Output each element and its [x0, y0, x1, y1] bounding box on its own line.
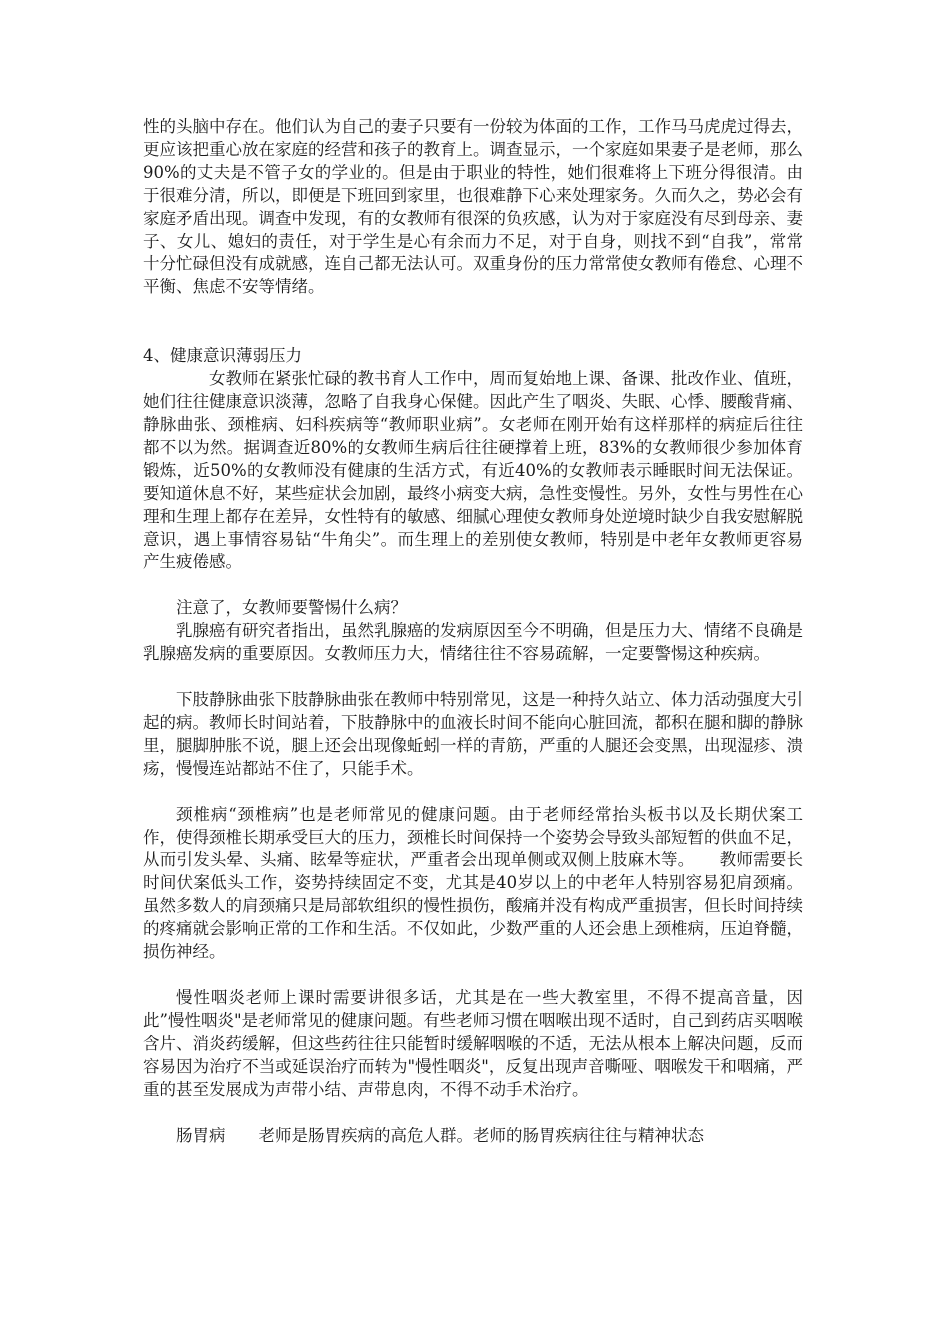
paragraph-gastrointestinal: 肠胃病 老师是肠胃疾病的高危人群。老师的肠胃疾病往往与精神状态 — [176, 1125, 704, 1145]
paragraph-varicose-veins: 下肢静脉曲张下肢静脉曲张在教师中特别常见，这是一种持久站立、体力活动强度大引起的病。教师长时间站着，下肢静脉中的血液长时间不能向心脏回流，都积在腿和脚的静脉里，腿脚肿胀不说，腿上还会出现像蚯蚓一样的青筋，严重的人腿还会变黑，出现湿疹、溃疡，慢慢连站都站不住了，只能手术。 — [143, 690, 803, 778]
paragraph-gap — [143, 574, 803, 597]
paragraph-gap — [143, 666, 803, 689]
paragraph-cervical-spondylosis: 颈椎病“颈椎病”也是老师常见的健康问题。由于老师经常抬头板书以及长期伏案工作，使得颈椎长期承受巨大的压力，颈椎长时间保持一个姿势会导致头部短暂的供血不足，从而引发头晕、头痛、眩晕等症状，严重者会出现单侧或双侧上肢麻木等。 教师需要长时间伏案低头工作，姿势持续固定不变，尤其是40岁以上的中老年人特别容易犯肩颈痛。虽然多数人的肩颈痛只是局部软组织的慢性损伤，酸痛并没有构成严重损害，但长时间持续的疼痛就会影响正常的工作和生活。不仅如此，少数严重的人还会患上颈椎病，压迫脊髓，损伤神经。 — [143, 804, 803, 962]
section-heading-health-awareness: 4、健康意识薄弱压力 — [143, 346, 302, 366]
paragraph-gap — [143, 964, 803, 987]
paragraph-gap — [143, 1102, 803, 1125]
document-body — [143, 116, 803, 1147]
paragraph-gap — [143, 299, 803, 345]
paragraph-chronic-pharyngitis: 慢性咽炎老师上课时需要讲很多话，尤其是在一些大教室里，不得不提高音量，因此”慢性咽炎"是老师常见的健康问题。有些老师习惯在咽喉出现不适时，自己到药店买咽喉含片、消炎药缓解，但这些药往往只能暂时缓解咽喉的不适，无法从根本上解决问题，反而容易因为治疗不当或延误治疗而转为"慢性咽炎"，反复出现声音嘶哑、咽喉发干和咽痛，严重的甚至发展成为声带小结、声带息肉，不得不动手术治疗。 — [143, 988, 803, 1099]
paragraph-health-awareness: 女教师在紧张忙碌的教书育人工作中，周而复始地上课、备课、批改作业、值班，她们往往健康意识淡薄，忽略了自我身心保健。因此产生了咽炎、失眠、心悸、腰酸背痛、静脉曲张、颈椎病、妇科疾病等“教师职业病”。女老师在刚开始有这样那样的病症后往往都不以为然。据调查近80%的女教师生病后往往硬撑着上班，83%的女教师很少参加体育锻炼，近50%的女教师没有健康的生活方式，有近40%的女教师表示睡眠时间无法保证。要知道休息不好，某些症状会加剧，最终小病变大病，急性变慢性。另外，女性与男性在心理和生理上都存在差异，女性特有的敏感、细腻心理使女教师身处逆境时缺少自我安慰解脱意识，遇上事情容易钻“牛角尖”。而生理上的差别使女教师，特别是中老年女教师更容易产生疲倦感。 — [143, 369, 803, 572]
paragraph-warning-title: 注意了，女教师要警惕什么病？ — [176, 598, 407, 618]
paragraph-breast-cancer: 乳腺癌有研究者指出，虽然乳腺癌的发病原因至今不明确，但是压力大、情绪不良确是乳腺癌发病的重要原因。女教师压力大，情绪往往不容易疏解，一定要警惕这种疾病。 — [143, 621, 803, 664]
paragraph-gap — [143, 781, 803, 804]
paragraph-family-pressure: 性的头脑中存在。他们认为自己的妻子只要有一份较为体面的工作，工作马马虎虎过得去，更应该把重心放在家庭的经营和孩子的教育上。调查显示，一个家庭如果妻子是老师，那么90%的丈夫是不管子女的学业的。但是由于职业的特性，她们很难将上下班分得很清。由于很难分清，所以，即便是下班回到家里，也很难静下心来处理家务。久而久之，势必会有家庭矛盾出现。调查中发现，有的女教师有很深的负疚感，认为对于家庭没有尽到母亲、妻子、女儿、媳妇的责任，对于学生是心有余而力不足，对于自身，则找不到“自我”，常常十分忙碌但没有成就感，连自己都无法认可。双重身份的压力常常使女教师有倦怠、心理不平衡、焦虑不安等情绪。 — [143, 117, 803, 297]
